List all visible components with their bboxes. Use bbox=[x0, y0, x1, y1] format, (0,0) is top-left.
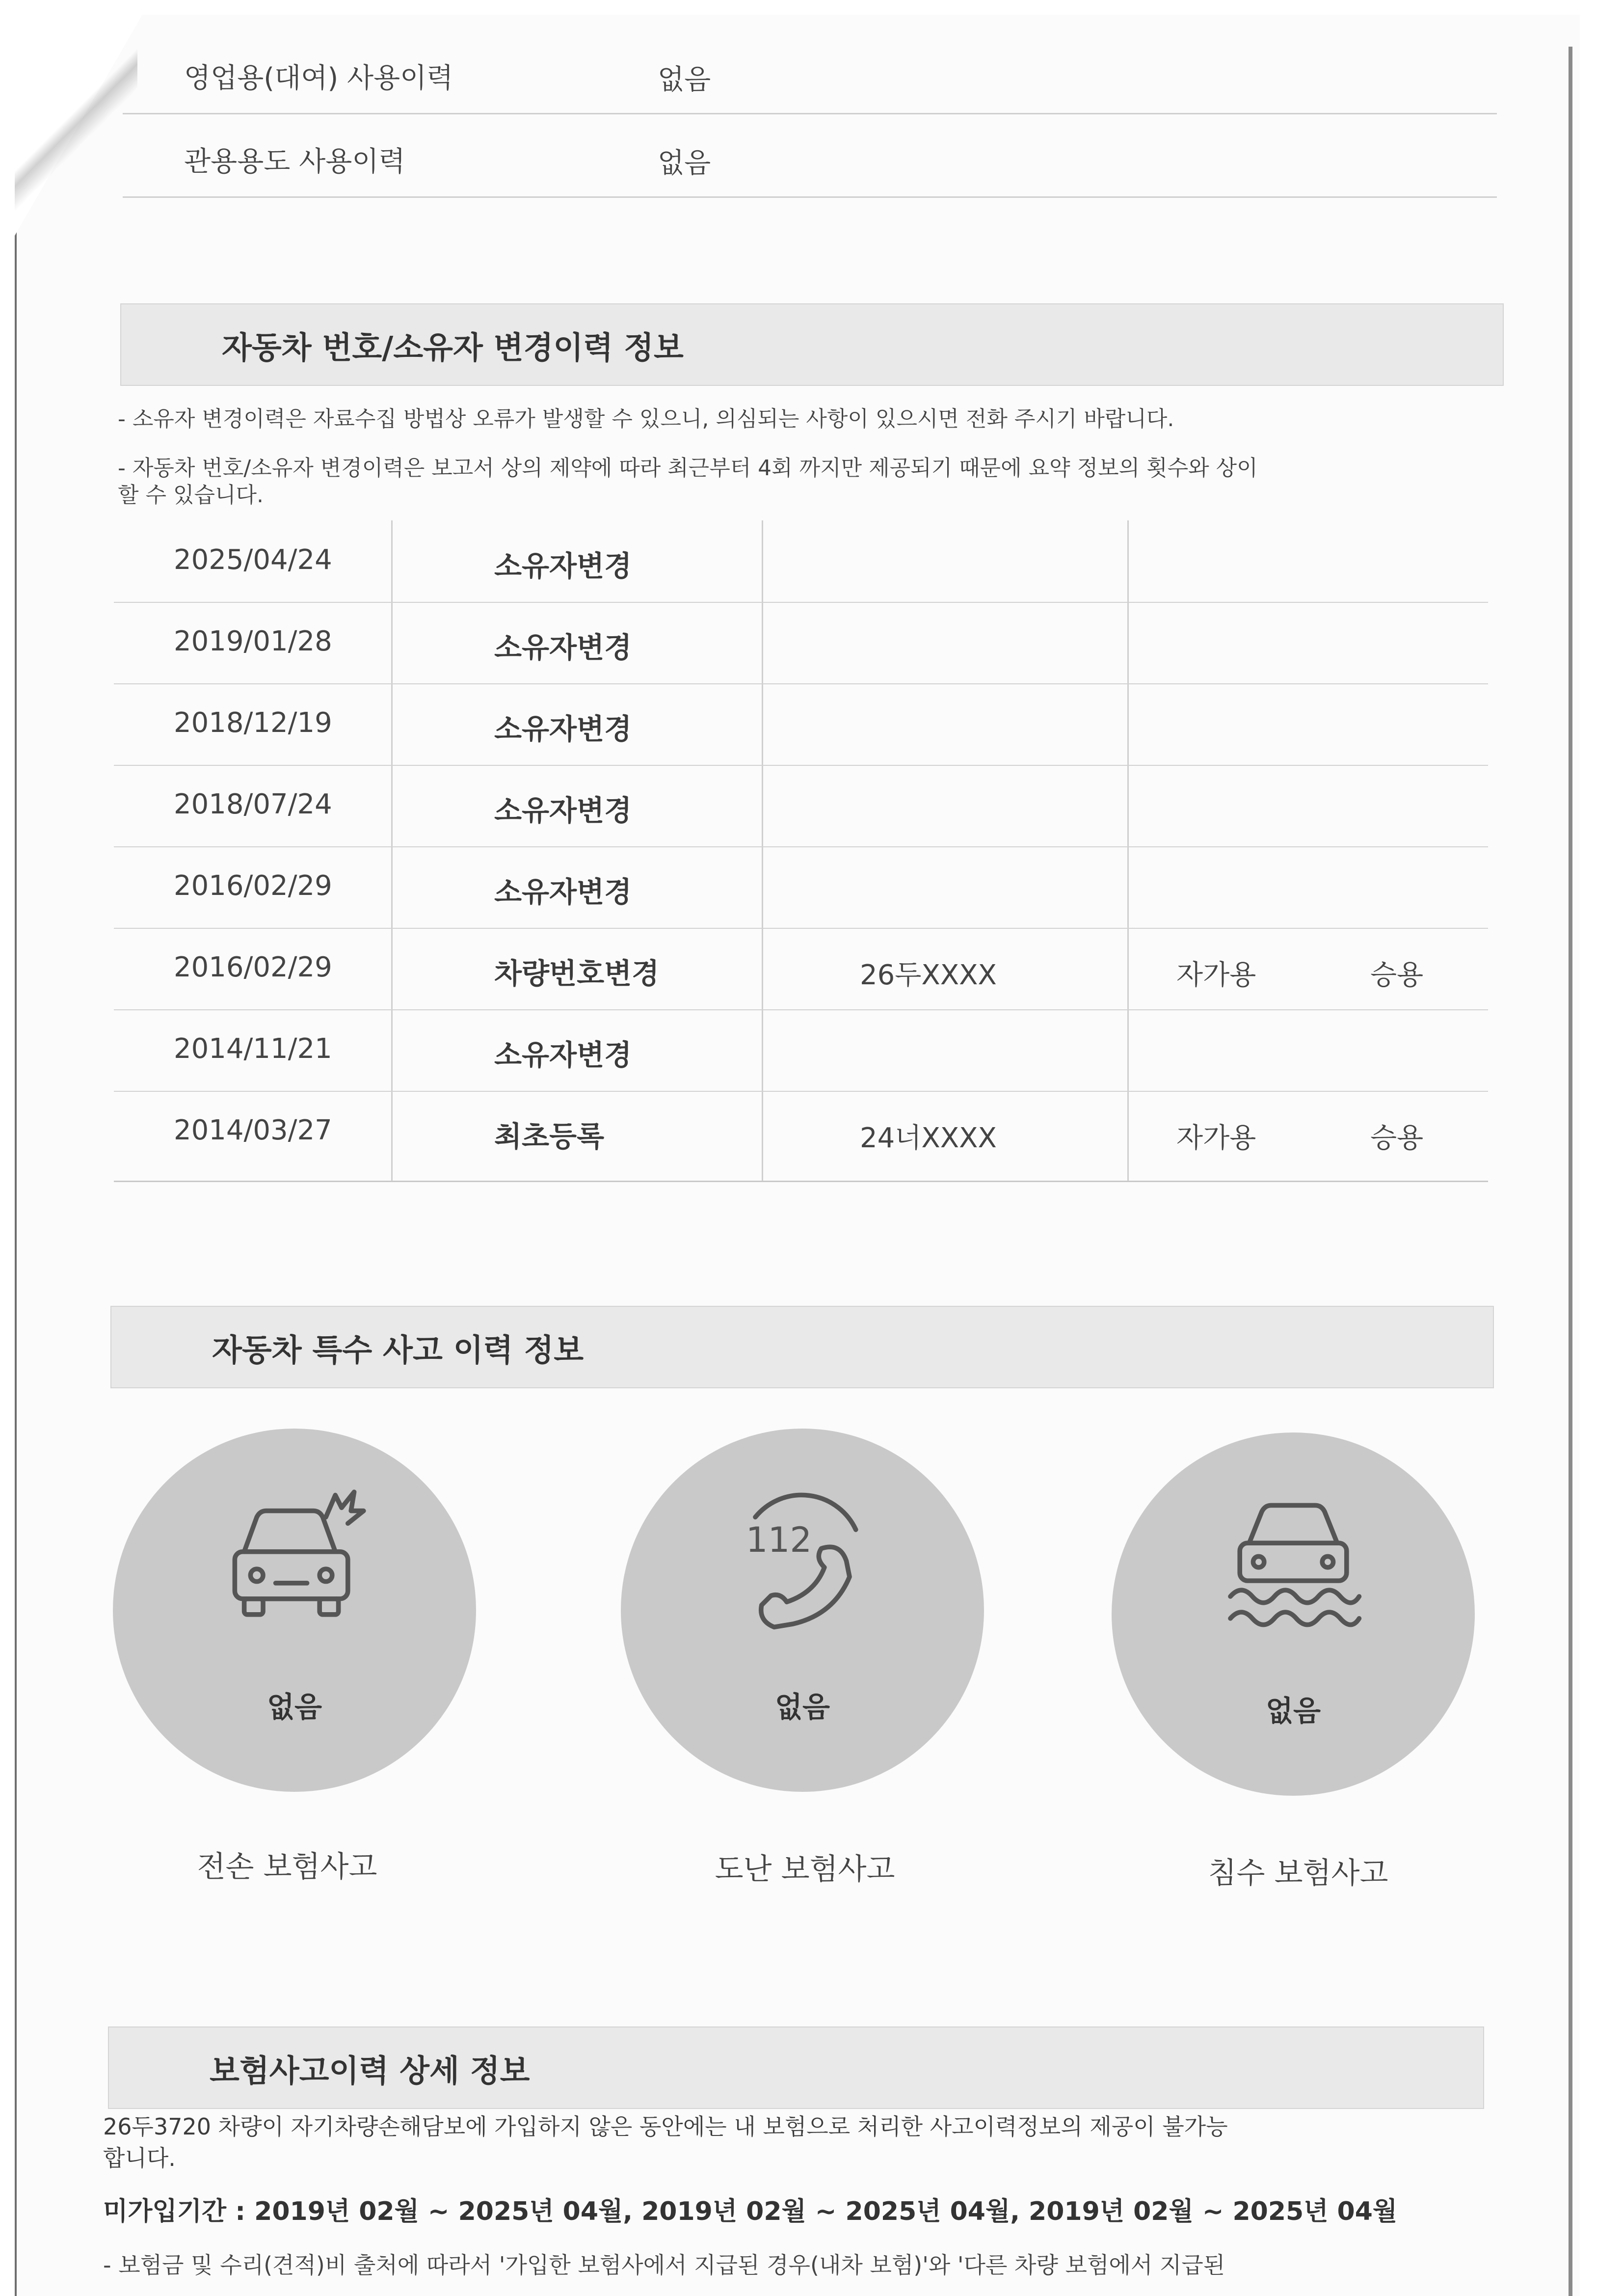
change-date: 2016/02/29 bbox=[174, 951, 332, 983]
owner-note-2: - 자동차 번호/소유자 변경이력은 보고서 상의 제약에 따라 최근부터 4회 까지만 제공되기 때문에 요약 정보의 횟수와 상이 bbox=[118, 456, 1258, 481]
section-title: 자동차 특수 사고 이력 정보 bbox=[212, 1332, 584, 1368]
uninsured-period: 미가입기간 : 2019년 02월 ~ 2025년 04월, 2019년 02월 ~ 2025년 04월, 2019년 02월 ~ 2025년 04월 bbox=[103, 2197, 1398, 2226]
folded-corner-shadow bbox=[15, 29, 137, 221]
page-right-border bbox=[1569, 47, 1572, 2296]
vehicle-use: 자가용 bbox=[1176, 959, 1256, 991]
usage-value: 없음 bbox=[658, 64, 711, 96]
change-type: 소유자변경 bbox=[494, 631, 632, 664]
usage-row-official bbox=[123, 113, 1497, 198]
owner-history-table bbox=[114, 520, 1488, 1182]
change-type: 차량번호변경 bbox=[494, 957, 660, 990]
plate-number: 26두XXXX bbox=[860, 959, 997, 991]
change-type: 소유자변경 bbox=[494, 549, 632, 583]
theft-value: 없음 bbox=[774, 1690, 830, 1724]
table-row bbox=[114, 846, 1488, 929]
table-row bbox=[114, 683, 1488, 766]
section-header-special-accident bbox=[110, 1306, 1494, 1388]
change-date: 2018/12/19 bbox=[174, 707, 332, 739]
total-loss-circle bbox=[113, 1429, 476, 1792]
table-row bbox=[114, 520, 1488, 603]
total-loss-label: 전손 보험사고 bbox=[197, 1850, 377, 1884]
table-row bbox=[114, 928, 1488, 1010]
theft-label: 도난 보험사고 bbox=[715, 1852, 895, 1887]
phone-112-icon bbox=[724, 1483, 881, 1640]
table-row bbox=[114, 1009, 1488, 1092]
insurance-notice-line1: 26두3720 차량이 자기차량손해담보에 가입하지 않은 동안에는 내 보험으로 처리한 사고이력정보의 제공이 불가능 bbox=[103, 2113, 1228, 2140]
vehicle-kind: 승용 bbox=[1370, 1122, 1424, 1154]
change-date: 2018/07/24 bbox=[174, 788, 332, 820]
section-header-insurance-detail bbox=[108, 2026, 1484, 2109]
insurance-notice-line2: 합니다. bbox=[103, 2145, 176, 2171]
table-row bbox=[114, 765, 1488, 847]
change-type: 최초등록 bbox=[494, 1120, 605, 1153]
plate-number: 24너XXXX bbox=[860, 1122, 997, 1154]
section-title: 자동차 번호/소유자 변경이력 정보 bbox=[222, 330, 684, 366]
total-loss-value: 없음 bbox=[266, 1690, 322, 1724]
usage-label: 관용용도 사용이력 bbox=[184, 146, 405, 178]
change-type: 소유자변경 bbox=[494, 712, 632, 746]
theft-circle bbox=[621, 1429, 984, 1792]
flood-label: 침수 보험사고 bbox=[1208, 1856, 1388, 1891]
table-row bbox=[114, 1091, 1488, 1172]
car-flood-icon bbox=[1215, 1486, 1372, 1644]
change-type: 소유자변경 bbox=[494, 1038, 632, 1072]
usage-value: 없음 bbox=[658, 147, 711, 179]
flood-value: 없음 bbox=[1265, 1694, 1321, 1728]
usage-label: 영업용(대여) 사용이력 bbox=[184, 62, 453, 94]
change-type: 소유자변경 bbox=[494, 794, 632, 827]
owner-note-1: - 소유자 변경이력은 자료수집 방법상 오류가 발생할 수 있으니, 의심되는 사항이 있으시면 전화 주시기 바랍니다. bbox=[118, 406, 1174, 432]
table-row bbox=[114, 602, 1488, 684]
vehicle-use: 자가용 bbox=[1176, 1122, 1256, 1154]
insurance-note-cut: - 보험금 및 수리(견적)비 출처에 따라서 '가입한 보험사에서 지급된 경우(내차 보험)'와 '다른 차량 보험에서 지급된 bbox=[103, 2252, 1225, 2278]
change-date: 2016/02/29 bbox=[174, 870, 332, 902]
owner-note-3: 할 수 있습니다. bbox=[118, 483, 264, 508]
change-date: 2019/01/28 bbox=[174, 625, 332, 657]
section-title: 보험사고이력 상세 정보 bbox=[210, 2053, 530, 2089]
svg-text:112: 112 bbox=[745, 1519, 812, 1560]
change-type: 소유자변경 bbox=[494, 875, 632, 909]
usage-row-rental bbox=[123, 29, 1497, 114]
change-date: 2014/11/21 bbox=[174, 1033, 332, 1065]
change-date: 2025/04/24 bbox=[174, 544, 332, 576]
flood-circle bbox=[1112, 1432, 1475, 1796]
car-crash-icon bbox=[216, 1483, 373, 1640]
section-header-owner-history bbox=[120, 303, 1504, 386]
vehicle-kind: 승용 bbox=[1370, 959, 1424, 991]
change-date: 2014/03/27 bbox=[174, 1114, 332, 1146]
